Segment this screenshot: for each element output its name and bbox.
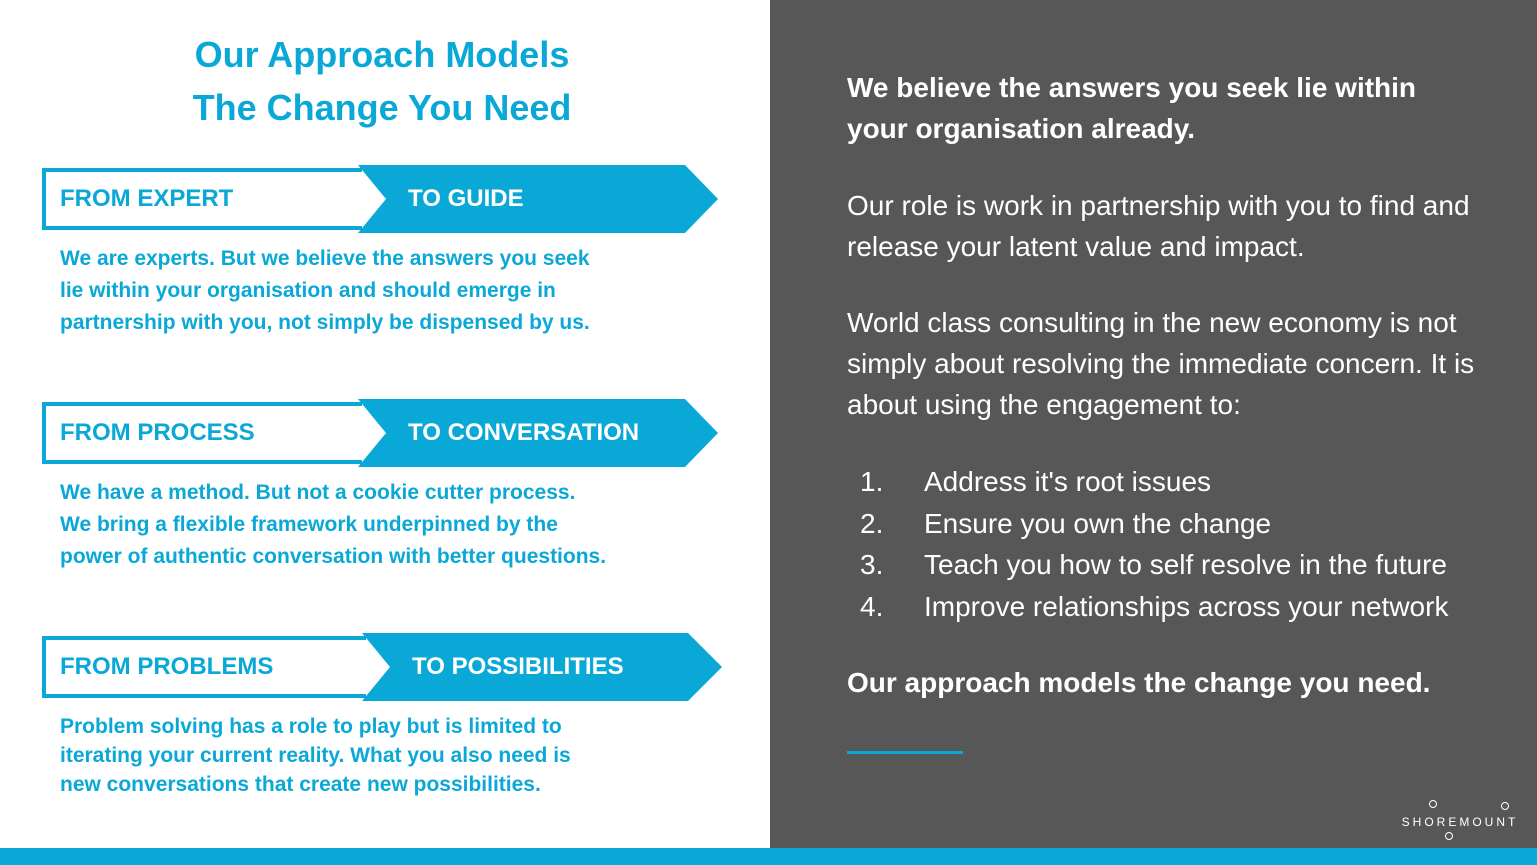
accent-divider xyxy=(847,751,963,754)
list-item xyxy=(847,586,1527,628)
role-paragraph xyxy=(847,185,1527,267)
list-text: Ensure you own the change xyxy=(924,507,1272,539)
list-item xyxy=(847,544,1527,586)
world-line: about using the engagement to: xyxy=(847,389,1241,420)
description-line: We are experts. But we believe the answers you seek xyxy=(60,247,590,270)
from-label: FROM PROBLEMS xyxy=(60,653,274,680)
description-line: We bring a flexible framework underpinned by the xyxy=(60,513,558,536)
description-line: new conversations that create new possibilities. xyxy=(60,773,541,796)
list-number: 1. xyxy=(860,466,884,497)
closing-line: Our approach models the change you need. xyxy=(847,667,1431,698)
list-text: Improve relationships across your network xyxy=(924,590,1449,622)
list-item xyxy=(847,461,1527,503)
world-line: simply about resolving the immediate concern. It is xyxy=(847,348,1475,379)
world-line: World class consulting in the new economy is not xyxy=(847,307,1457,338)
bottom-accent-bar xyxy=(0,848,1537,865)
intro-line: your organisation already. xyxy=(847,113,1196,144)
closing-statement xyxy=(847,662,1527,703)
description-line: partnership with you, not simply be dispensed by us. xyxy=(60,311,590,334)
shift-banner-problems xyxy=(40,633,720,701)
shift-description-problems xyxy=(60,712,720,799)
list-text: Address it's root issues xyxy=(924,466,1212,497)
list-number: 2. xyxy=(860,507,884,539)
shift-banner-expert xyxy=(40,165,720,233)
to-label: TO GUIDE xyxy=(408,185,524,212)
from-label: FROM EXPERT xyxy=(60,185,234,212)
description-line: power of authentic conversation with better questions. xyxy=(60,545,607,568)
title-line-2: The Change You Need xyxy=(192,87,572,128)
role-line: Our role is work in partnership with you to find and xyxy=(847,190,1470,221)
to-label: TO CONVERSATION xyxy=(408,419,640,446)
from-label: FROM PROCESS xyxy=(60,419,255,446)
description-line: We have a method. But not a cookie cutter process. xyxy=(60,481,576,504)
to-label: TO POSSIBILITIES xyxy=(412,653,624,680)
world-class-paragraph xyxy=(847,302,1527,425)
engagement-goals-list xyxy=(847,461,1527,627)
page-title xyxy=(80,28,684,134)
role-line: release your latent value and impact. xyxy=(847,231,1305,262)
description-line: iterating your current reality. What you also need is xyxy=(60,744,571,767)
logo-wordmark: SHOREMOUNT xyxy=(1401,815,1519,829)
shift-description-process xyxy=(60,477,720,573)
title-line-1: Our Approach Models xyxy=(194,34,570,75)
list-item xyxy=(847,503,1527,545)
description-line: Problem solving has a role to play but is limited to xyxy=(60,715,562,738)
shift-banner-process xyxy=(40,399,720,467)
list-number: 4. xyxy=(860,590,884,622)
logo-dot xyxy=(1445,832,1453,840)
description-line: lie within your organisation and should emerge in xyxy=(60,279,556,302)
intro-statement xyxy=(847,67,1527,149)
shift-description-expert xyxy=(60,243,720,339)
logo-dot xyxy=(1501,802,1509,810)
logo-dot xyxy=(1429,800,1437,808)
intro-line: We believe the answers you seek lie within xyxy=(847,72,1417,103)
shoremount-logo xyxy=(1398,798,1522,844)
list-number: 3. xyxy=(860,549,884,580)
list-text: Teach you how to self resolve in the future xyxy=(924,549,1447,580)
